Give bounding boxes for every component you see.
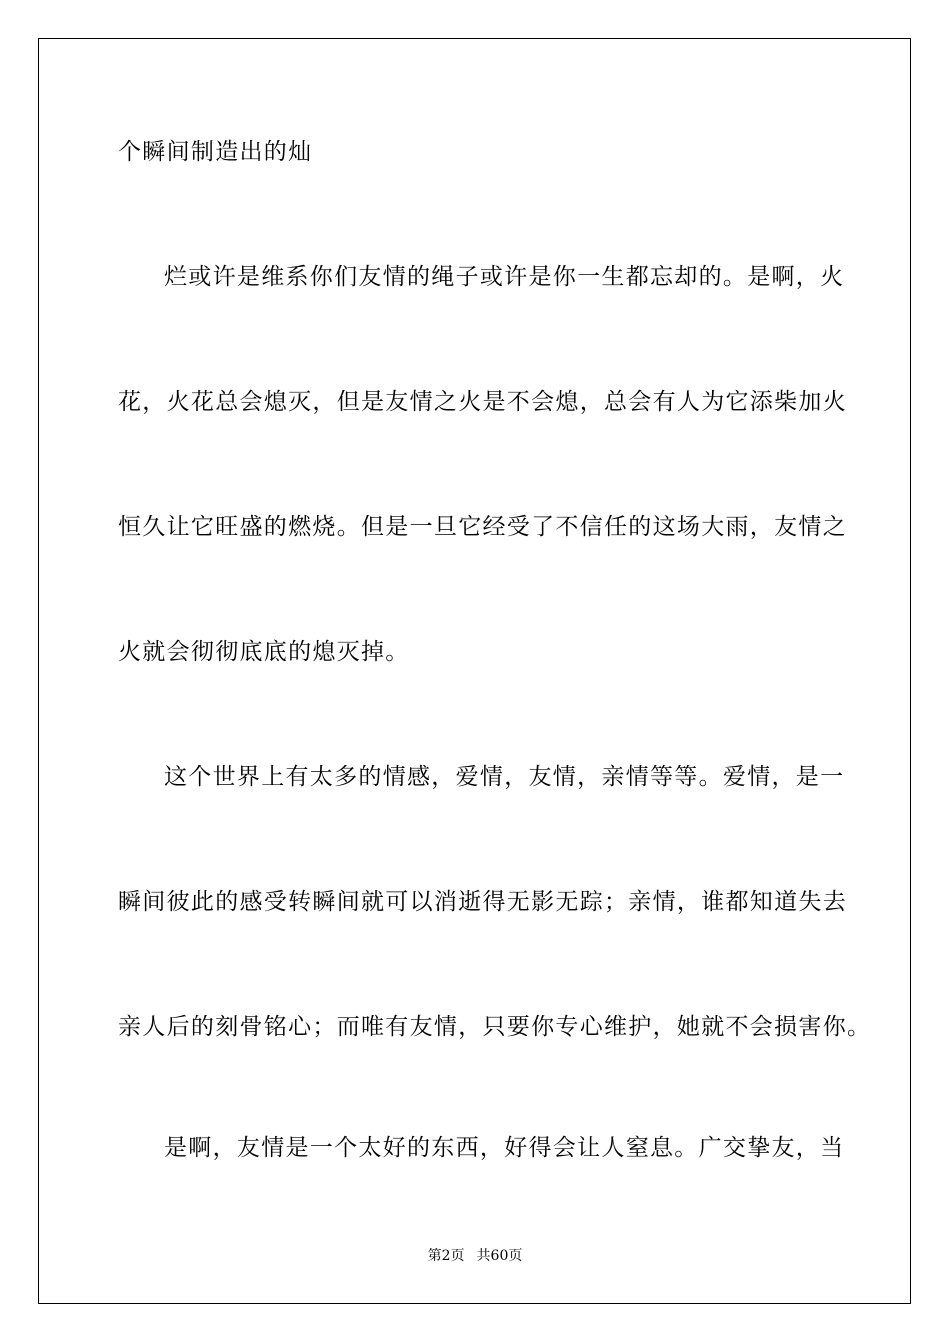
text-line-8: 亲人后的刻骨铭心；而唯有友情，只要你专心维护，她就不会损害你。: [118, 1014, 872, 1040]
text-line-7: 瞬间彼此的感受转瞬间就可以消逝得无影无踪；亲情，谁都知道失去: [118, 889, 847, 915]
text-line-4: 恒久让它旺盛的燃烧。但是一旦它经受了不信任的这场大雨，友情之: [118, 514, 847, 540]
page-border: [38, 38, 911, 1304]
text-line-2: 烂或许是维系你们友情的绳子或许是你一生都忘却的。是啊，火: [164, 264, 845, 290]
text-line-3: 花，火花总会熄灭，但是友情之火是不会熄，总会有人为它添柴加火: [118, 389, 847, 415]
text-line-9: 是啊，友情是一个太好的东西，好得会让人窒息。广交挚友，当: [164, 1135, 845, 1161]
text-line-1: 个瞬间制造出的灿: [118, 139, 313, 165]
page-number-total: 共60页: [476, 1248, 523, 1264]
text-line-5: 火就会彻彻底底的熄灭掉。: [118, 639, 410, 665]
page-number-current: 第2页: [427, 1248, 465, 1264]
text-line-6: 这个世界上有太多的情感，爱情，友情，亲情等等。爱情，是一: [164, 764, 845, 790]
page-footer: [0, 1247, 950, 1265]
